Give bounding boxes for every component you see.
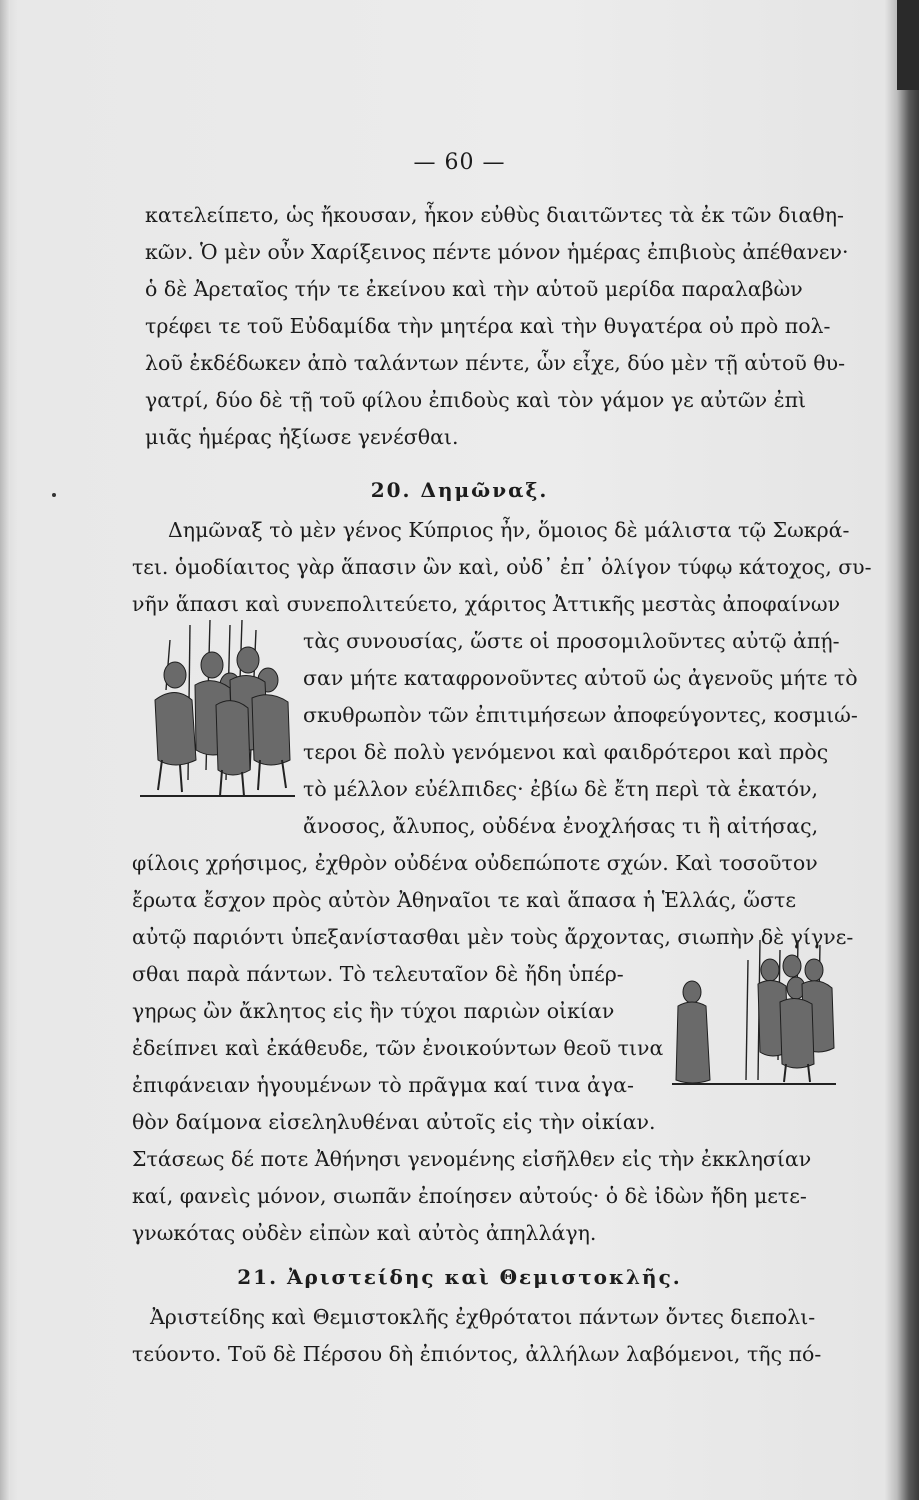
text-line: θὸν δαίμονα εἰσεληλυθέναι αὐτοῖς εἰς τὴν οἰκίαν. [132,1110,656,1134]
text-line: σκυθρωπὸν τῶν ἐπιτιμήσεων ἀποφεύγοντες, κοσμιώ- [303,703,858,727]
text-line: τὰς συνουσίας, ὥστε οἱ προσομιλοῦντες αὐτῷ ἀπῄ- [303,629,840,653]
text-line: Δημῶναξ τὸ μὲν γένος Κύπριος ἦν, ὅμοιος δὲ μάλιστα τῷ Σωκρά- [168,518,850,542]
text-line: τεύοντο. Τοῦ δὲ Πέρσου δὴ ἐπιόντος, ἀλλήλων λαβόμενοι, τῆς πό- [132,1342,822,1366]
text-line: ἐδείπνει καὶ ἐκάθευδε, τῶν ἐνοικούντων θεοῦ τινα [132,1036,664,1060]
text-line: σθαι παρὰ πάντων. Τὸ τελευταῖον δὲ ἤδη ὑπέρ- [132,962,624,986]
text-line: κῶν. Ὁ μὲν οὖν Χαρίξεινος πέντε μόνον ἡμέρας ἐπιβιοὺς ἀπέθανεν· [145,240,849,264]
philosopher-soldiers-engraving-icon [668,940,843,1090]
text-line: γνωκότας οὐδὲν εἰπὼν καὶ αὐτὸς ἀπηλλάγη. [132,1221,597,1245]
text-line: λοῦ ἐκδέδωκεν ἀπὸ ταλάντων πέντε, ὧν εἶχε, δύο μὲν τῇ αὑτοῦ θυ- [145,351,846,375]
text-line: τὸ μέλλον εὐέλπιδες· ἐβίω δὲ ἔτη περὶ τὰ ἑκατόν, [303,777,818,801]
text-line: μιᾶς ἡμέρας ἠξίωσε γενέσθαι. [145,425,459,449]
section-heading-20: 20. Δημῶναξ. [370,478,549,502]
text-line: ὁ δὲ Ἀρεταῖος τήν τε ἐκείνου καὶ τὴν αὑτοῦ μερίδα παραλαβὼν [145,277,803,301]
text-line: φίλοις χρήσιμος, ἐχθρὸν οὐδένα οὐδεπώποτε σχών. Καὶ τοσοῦτον [132,851,818,875]
text-line: ἐπιφάνειαν ἡγουμένων τὸ πρᾶγμα καί τινα ἀγα- [132,1073,634,1097]
page-number: — 60 — [413,150,506,175]
text-line: τεροι δὲ πολὺ γενόμενοι καὶ φαιδρότεροι καὶ πρὸς [303,740,829,764]
soldiers-engraving-icon [130,620,300,800]
text-line: ἄνοσος, ἄλυπος, οὐδένα ἐνοχλήσας τι ἢ αἰτήσας, [303,814,819,838]
text-line: γηρως ὢν ἄκλητος εἰς ἣν τύχοι παριὼν οἰκίαν [132,999,615,1023]
binding-corner [897,0,919,90]
section-heading-21: 21. Ἀριστείδης καὶ Θεμιστοκλῆς. [237,1265,682,1289]
text-line: Στάσεως δέ ποτε Ἀθήνησι γενομένης εἰσῆλθεν εἰς τὴν ἐκκλησίαν [132,1147,812,1171]
text-line: κατελείπετο, ὡς ἤκουσαν, ἧκον εὐθὺς διαιτῶντες τὰ ἐκ τῶν διαθη- [145,203,844,227]
soldiers-illustration [130,620,300,800]
text-line: τει. ὁμοδίαιτος γὰρ ἅπασιν ὢν καὶ, οὐδ᾽ ἐπ᾽ ὀλίγον τύφῳ κάτοχος, συ- [132,555,872,579]
text-line: τρέφει τε τοῦ Εὐδαμίδα τὴν μητέρα καὶ τὴν θυγατέρα οὐ πρὸ πολ- [145,314,831,338]
text-line: ἔρωτα ἔσχον πρὸς αὐτὸν Ἀθηναῖοι τε καὶ ἅπασα ἡ Ἑλλάς, ὥστε [132,888,796,912]
text-line: γατρί, δύο δὲ τῇ τοῦ φίλου ἐπιδοὺς καὶ τὸν γάμον γε αὐτῶν ἐπὶ [145,388,807,412]
text-line: αὐτῷ παριόντι ὑπεξανίστασθαι μὲν τοὺς ἄρχοντας, σιωπὴν δὲ γίγνε- [132,925,854,949]
text-line: Ἀριστείδης καὶ Θεμιστοκλῆς ἐχθρότατοι πάντων ὄντες διεπολι- [150,1305,816,1329]
text-line: σαν μήτε καταφρονοῦντες αὐτοῦ ὡς ἀγενοῦς μήτε τὸ [303,666,858,690]
text-line: νῆν ἅπασι καὶ συνεπολιτεύετο, χάριτος Ἀττικῆς μεστὰς ἀποφαίνων [132,592,841,616]
text-line: καί, φανεὶς μόνον, σιωπᾶν ἐποίησεν αὐτούς· ὁ δὲ ἰδὼν ἤδη μετε- [132,1184,807,1208]
philosopher-illustration [668,940,843,1090]
